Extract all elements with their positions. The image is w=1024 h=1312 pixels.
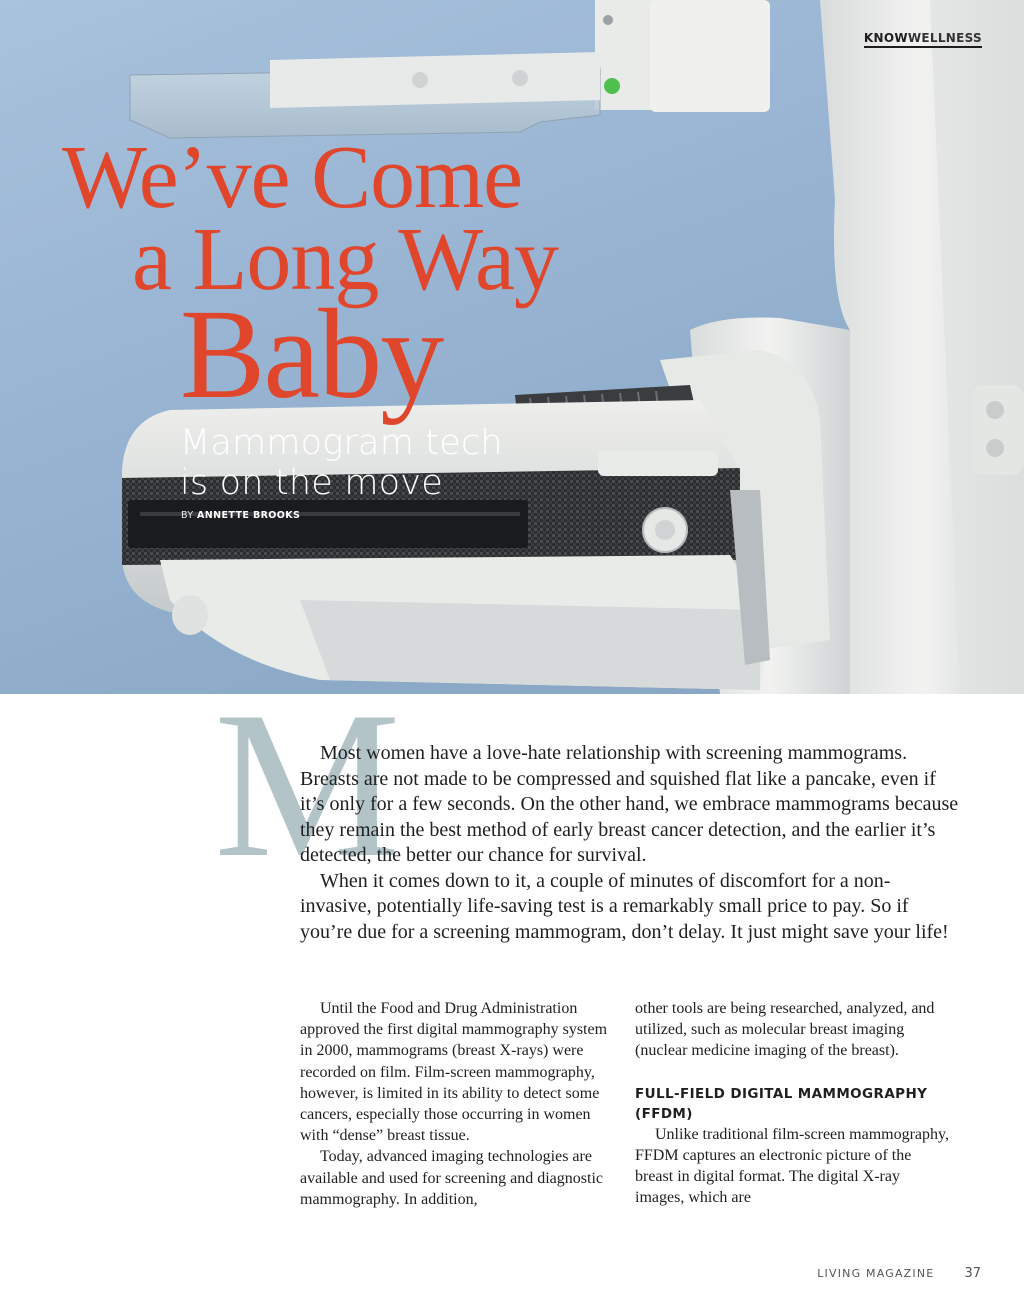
intro-paragraph-1: Most women have a love-hate relationship with screening mammograms. Breasts are not made to be compressed and squished flat like a pancake, even if it’s only for a few seconds. On the other hand, we embrace mammograms because they remain the best method of early breast cancer detection, and the earlier it’s detected, the better our chance for survival. <box>300 742 959 866</box>
page-number: 37 <box>964 1266 981 1281</box>
column-right-paragraph-2: Unlike traditional film-screen mammography, FFDM captures an electronic picture of the breast in digital format. The digital X-ray images, which are <box>635 1125 949 1207</box>
subtitle-line-2: is on the move <box>180 463 443 503</box>
title-line-2: a Long Way <box>132 210 558 309</box>
drop-cap: M <box>214 669 401 901</box>
page-footer <box>817 1266 981 1281</box>
column-left-paragraph-1: Until the Food and Drug Administration approved the first digital mammography system in 2000, mammograms (breast X-rays) were recorded on film. Film-screen mammography, however, is limited in its ability to detect some cancers, especially those occurring in women with “dense” breast tissue. <box>300 1000 608 1145</box>
ffdm-heading: FULL-FIELD DIGITAL MAMMOGRAPHY (FFDM) <box>635 1085 928 1122</box>
byline-prefix: BY <box>181 510 194 521</box>
title-line-3: Baby <box>180 283 443 425</box>
section-prefix: KNOW <box>863 31 908 45</box>
subtitle <box>180 423 600 503</box>
intro-text <box>300 741 960 945</box>
magazine-name: LIVING MAGAZINE <box>817 1267 935 1280</box>
byline <box>181 510 300 521</box>
title-line-1: We’ve Come <box>62 128 523 227</box>
intro-paragraph-2: When it comes down to it, a couple of minutes of discomfort for a non-invasive, potentially life-saving test is a remarkably small price to pay. So if you’re due for a screening mammogram, don’t delay. It just might save your life! <box>300 869 949 943</box>
column-left <box>300 998 616 1210</box>
column-left-paragraph-2: Today, advanced imaging technologies are available and used for screening and diagnostic mammography. In addition, <box>300 1148 603 1208</box>
section-label <box>864 31 982 48</box>
subtitle-line-1: Mammogram tech <box>180 423 503 463</box>
column-right <box>635 998 951 1208</box>
column-right-paragraph-1: other tools are being researched, analyzed, and utilized, such as molecular breast imaging (nuclear medicine imaging of the breast). <box>635 1000 935 1060</box>
section-name: WELLNESS <box>907 31 982 45</box>
byline-author: ANNETTE BROOKS <box>197 510 301 521</box>
